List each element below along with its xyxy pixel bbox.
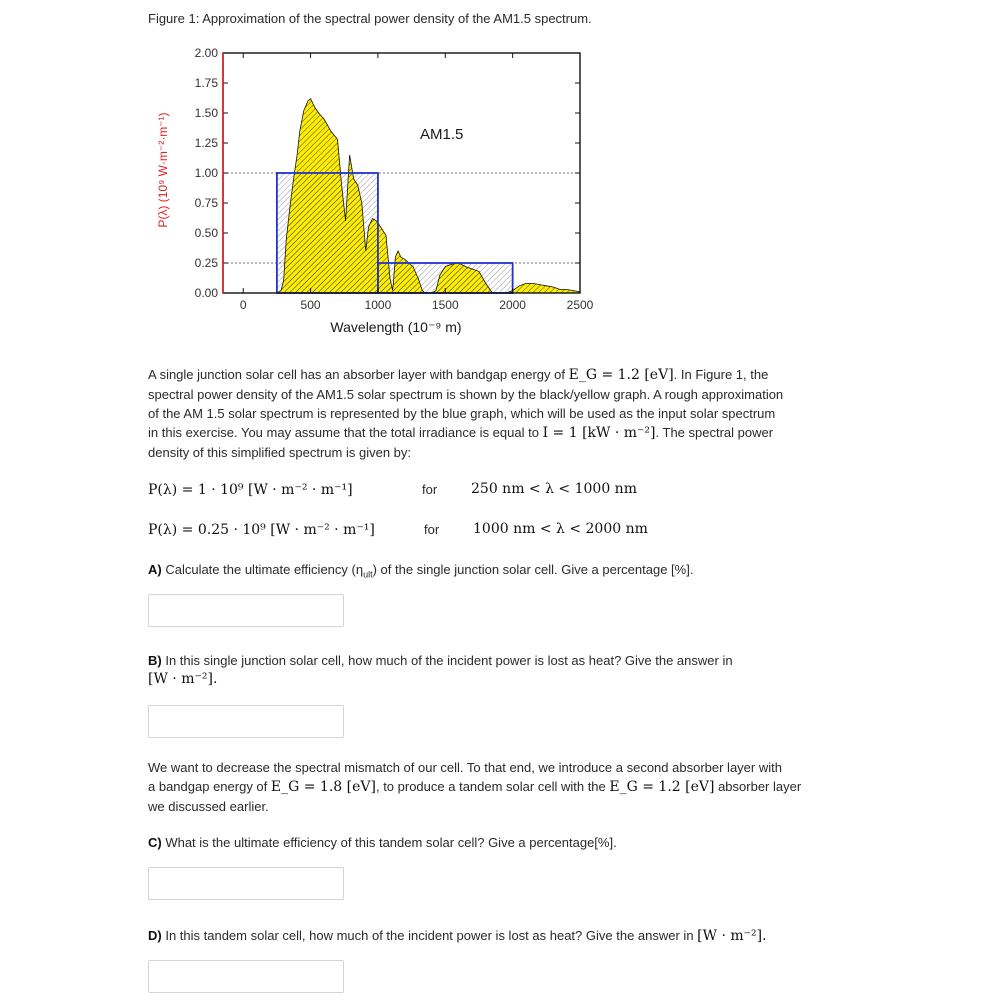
equation-1-formula: P(λ) = 1 · 10⁹ [W · m⁻² · m⁻¹]	[148, 482, 353, 498]
y-tick-label: 1.00	[194, 166, 218, 180]
equation-1-for: for	[422, 482, 438, 497]
y-tick-label: 0.50	[194, 226, 218, 240]
answer-a-input[interactable]	[148, 594, 344, 627]
answer-d-input[interactable]	[148, 960, 344, 993]
tandem-bandgap-1: E_G = 1.8 [eV]	[270, 779, 376, 795]
intro-paragraph	[148, 365, 860, 462]
y-axis-label: P(λ) (10⁹ W·m⁻²·m⁻¹)	[156, 112, 170, 228]
y-tick-label: 1.25	[194, 136, 218, 150]
question-b: B) In this single junction solar cell, how much of the incident power is lost as heat? Give the answer in [W · m⁻²].	[148, 651, 860, 689]
intro-line-4: in this exercise. You may assume that the total irradiance is equal to I = 1 [kW · m⁻²]. The spectral power	[148, 425, 774, 441]
y-tick-label: 1.50	[194, 106, 218, 120]
tandem-paragraph: We want to decrease the spectral mismatch of our cell. To that end, we introduce a second absorber layer with a bandgap energy of E_G = 1.8 [eV], to produce a tandem solar cell with the E_G = 1.2 [eV] absorber layer we discussed earlier.	[148, 760, 802, 814]
answer-c-input[interactable]	[148, 867, 344, 900]
equation-2-for: for	[424, 522, 440, 537]
equation-2	[148, 521, 708, 543]
figure-caption: Figure 1: Approximation of the spectral power density of the AM1.5 spectrum.	[148, 11, 592, 26]
equation-2-range: 1000 nm < λ < 2000 nm	[473, 521, 648, 537]
equation-1-range: 250 nm < λ < 1000 nm	[471, 481, 637, 497]
y-tick-label: 1.75	[194, 76, 218, 90]
tandem-bandgap-2: E_G = 1.2 [eV]	[609, 779, 715, 795]
question-d-unit: [W · m⁻²].	[697, 928, 767, 944]
question-b-unit: [W · m⁻²].	[148, 671, 218, 687]
y-tick-label: 0.75	[194, 196, 218, 210]
intro-line-1: A single junction solar cell has an absorber layer with bandgap energy of E_G = 1.2 [eV]. In Figure 1, the	[148, 367, 769, 383]
irradiance-math: I = 1 [kW · m⁻²]	[542, 425, 656, 441]
chart-annotation: AM1.5	[420, 126, 464, 143]
x-tick-label: 1000	[364, 298, 392, 312]
equation-2-formula: P(λ) = 0.25 · 10⁹ [W · m⁻² · m⁻¹]	[148, 522, 375, 538]
intro-line-2: spectral power density of the AM1.5 solar spectrum is shown by the black/yellow graph. A rough approximation	[148, 387, 784, 402]
x-tick-label: 0	[239, 298, 247, 312]
y-tick-label: 0.25	[194, 256, 218, 270]
bandgap-math: E_G = 1.2 [eV]	[568, 367, 674, 383]
am15-spectrum-chart	[148, 38, 618, 343]
x-tick-label: 1500	[431, 298, 459, 312]
intro-line-5: density of this simplified spectrum is given by:	[148, 445, 411, 460]
x-tick-label: 2500	[566, 298, 594, 312]
intro-line-3: of the AM 1.5 solar spectrum is represented by the blue graph, which will be used as the input solar spectrum	[148, 406, 776, 421]
approx-segment	[277, 173, 378, 293]
x-axis-label: Wavelength (10⁻⁹ m)	[330, 319, 462, 335]
equation-1	[148, 481, 708, 503]
question-a: A) Calculate the ultimate efficiency $(\eta_{ult})$ of the single junction solar cell. Give a percentage [%].	[148, 562, 694, 580]
y-tick-label: 2.00	[194, 46, 218, 60]
x-tick-label: 500	[300, 298, 321, 312]
answer-b-input[interactable]	[148, 705, 344, 738]
question-d: D) In this tandem solar cell, how much of the incident power is lost as heat? Give the answer in [W · m⁻²].	[148, 928, 767, 944]
x-tick-label: 2000	[499, 298, 526, 312]
y-tick-label: 0.00	[194, 286, 218, 300]
question-c: C) What is the ultimate efficiency of this tandem solar cell? Give a percentage[%].	[148, 835, 617, 850]
